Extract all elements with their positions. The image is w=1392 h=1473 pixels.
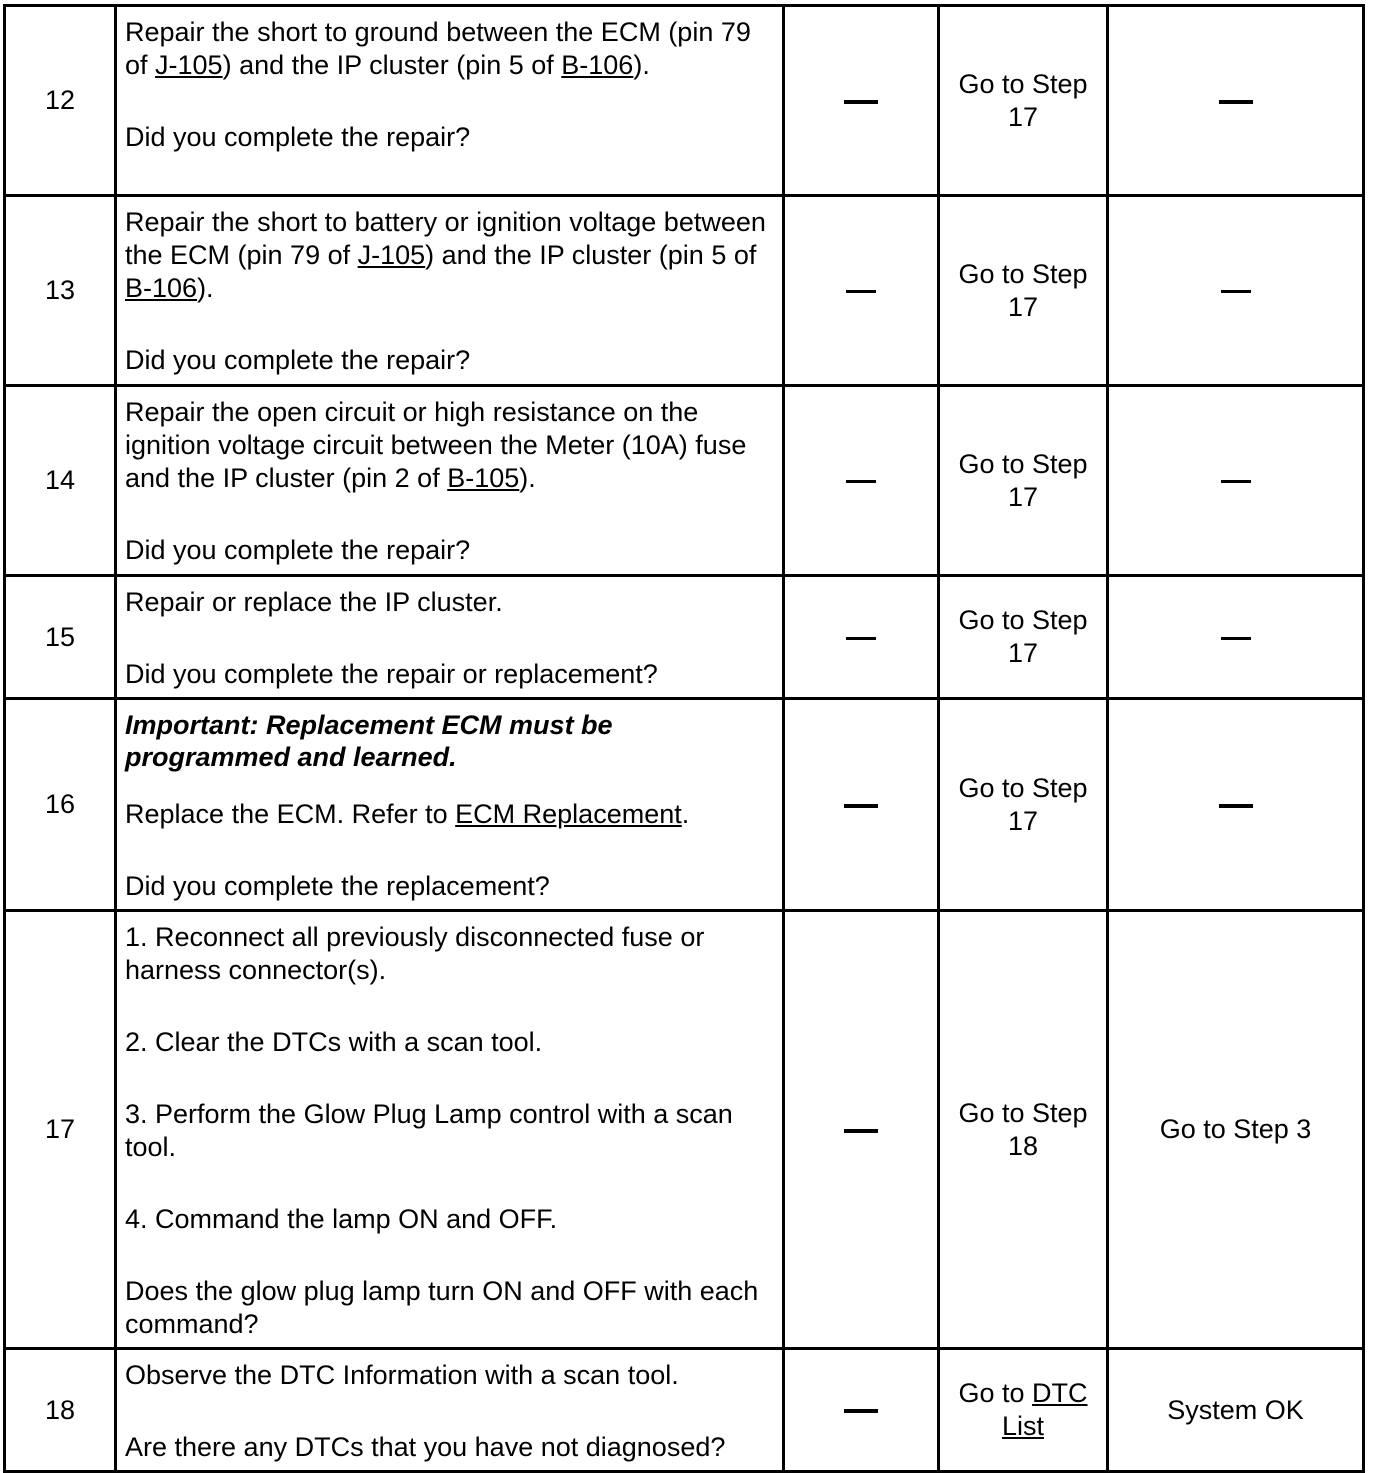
action-cell [116, 576, 784, 699]
text-run: Repair the short to ground between the ECM (pin 79 of [125, 17, 751, 80]
action-paragraph [125, 396, 776, 495]
text-run: 2. Clear the DTCs with a scan tool. [125, 1027, 543, 1057]
em-dash [846, 480, 876, 483]
values-cell [784, 576, 939, 699]
values-cell [784, 6, 939, 196]
text-run: ) and the IP cluster (pin 5 of [222, 50, 562, 80]
action-paragraph [125, 1203, 776, 1236]
action-paragraph [125, 534, 776, 567]
text-run: Repair the short to battery or ignition voltage between the ECM (pin 79 of [125, 207, 766, 270]
action-paragraph [125, 586, 776, 619]
text-run: Did you complete the repair? [125, 345, 471, 375]
action-paragraph [125, 206, 776, 305]
text-run: Go to Step 17 [958, 68, 1088, 132]
step-number: 18 [44, 1394, 76, 1425]
em-dash [846, 637, 876, 640]
yes-text [949, 448, 1097, 514]
action-cell [116, 6, 784, 196]
values-cell [784, 196, 939, 386]
step-number: 14 [44, 465, 76, 495]
text-run: Are there any DTCs that you have not diagnosed? [125, 1432, 726, 1462]
cell-text: System OK [1167, 1394, 1304, 1425]
yes-cell [939, 386, 1108, 576]
text-run: Repair or replace the IP cluster. [125, 587, 503, 617]
em-dash [1221, 290, 1251, 293]
text-run: Observe the DTC Information with a scan tool. [125, 1360, 679, 1390]
no-cell [1108, 699, 1364, 911]
text-run: Does the glow plug lamp turn ON and OFF with each command? [125, 1276, 759, 1339]
no-cell [1108, 911, 1364, 1349]
text-run: Replace the ECM. Refer to [125, 799, 456, 829]
action-paragraph [125, 870, 776, 903]
reference-link[interactable]: J-105 [357, 240, 426, 270]
yes-cell [939, 911, 1108, 1349]
em-dash [1221, 637, 1251, 640]
em-dash [846, 290, 876, 293]
table-row [5, 196, 1364, 386]
em-dash [1219, 804, 1253, 808]
action-paragraph [125, 1098, 776, 1164]
reference-link[interactable]: J-105 [155, 50, 223, 80]
table-row [5, 6, 1364, 196]
step-number: 12 [44, 85, 76, 115]
step-number-cell [5, 911, 116, 1349]
text-run: ). [197, 273, 214, 303]
action-paragraph [125, 1026, 776, 1059]
text-run: ). [519, 463, 536, 493]
em-dash [844, 1129, 878, 1133]
action-cell [116, 911, 784, 1349]
em-dash [1219, 100, 1253, 104]
reference-link[interactable]: B-106 [125, 273, 198, 303]
em-dash [1221, 480, 1251, 483]
step-number: 15 [44, 621, 76, 652]
values-cell [784, 911, 939, 1349]
no-cell [1108, 386, 1364, 576]
text-run: 3. Perform the Glow Plug Lamp control with a scan tool. [125, 1099, 733, 1162]
table-row [5, 699, 1364, 911]
text-run: Go to Step 17 [958, 772, 1088, 836]
action-paragraph [125, 1275, 776, 1341]
yes-text [949, 68, 1097, 134]
action-paragraph [125, 344, 776, 377]
table-row [5, 1349, 1364, 1472]
no-cell [1108, 576, 1364, 699]
table-body [5, 6, 1364, 1472]
reference-link[interactable]: B-105 [447, 463, 520, 493]
step-number-cell [5, 699, 116, 911]
step-number-cell [5, 386, 116, 576]
action-paragraph [125, 798, 776, 831]
step-number-cell [5, 576, 116, 699]
text-run: . [681, 799, 690, 829]
em-dash [844, 100, 878, 104]
yes-cell [939, 196, 1108, 386]
step-number: 13 [44, 275, 76, 305]
em-dash [844, 1409, 878, 1413]
step-number-cell [5, 6, 116, 196]
action-cell [116, 1349, 784, 1472]
text-run: Go to Step 18 [958, 1097, 1088, 1161]
table-row [5, 386, 1364, 576]
text-run: Did you complete the repair? [125, 122, 471, 152]
yes-cell [939, 576, 1108, 699]
action-paragraph [125, 921, 776, 987]
action-paragraph [125, 16, 776, 82]
no-cell [1108, 196, 1364, 386]
yes-text [949, 258, 1097, 324]
yes-text [949, 1377, 1097, 1443]
text-run: Did you complete the repair or replacement? [125, 659, 658, 689]
yes-cell [939, 6, 1108, 196]
text-run: Go to Step 17 [958, 258, 1088, 322]
action-paragraph [125, 1431, 776, 1464]
yes-cell [939, 1349, 1108, 1472]
reference-link[interactable]: B-106 [561, 50, 634, 80]
step-number-cell [5, 196, 116, 386]
reference-link[interactable]: DTC List [1001, 1378, 1088, 1441]
values-cell [784, 386, 939, 576]
yes-cell [939, 699, 1108, 911]
text-run: Did you complete the repair? [125, 535, 471, 565]
action-cell [116, 699, 784, 911]
values-cell [784, 1349, 939, 1472]
diagnostic-table [3, 4, 1365, 1473]
table-row [5, 911, 1364, 1349]
step-number-cell [5, 1349, 116, 1472]
no-cell [1108, 1349, 1364, 1472]
values-cell [784, 699, 939, 911]
action-paragraph [125, 658, 776, 691]
reference-link[interactable]: ECM Replacement [455, 799, 682, 829]
text-run: Go to Step 17 [958, 605, 1088, 668]
step-number: 17 [44, 1114, 76, 1144]
yes-text [949, 772, 1097, 838]
text-run: Go to [958, 1378, 1033, 1408]
action-paragraph [125, 1359, 776, 1392]
action-cell [116, 196, 784, 386]
text-run: 4. Command the lamp ON and OFF. [125, 1204, 558, 1234]
cell-text: Go to Step 3 [1159, 1114, 1312, 1144]
table-row [5, 576, 1364, 699]
text-run: Go to Step 17 [958, 448, 1088, 512]
text-run: ). [633, 50, 650, 80]
important-note: Important: Replacement ECM must be programmed and learned. [125, 710, 613, 772]
text-run: Repair the open circuit or high resistance on the ignition voltage circuit between the Meter (10A) fuse and the IP cluster (pin 2 of [125, 397, 747, 493]
no-cell [1108, 6, 1364, 196]
yes-text [949, 1097, 1097, 1163]
step-number: 16 [44, 789, 76, 819]
action-paragraph [125, 121, 776, 154]
yes-text [949, 604, 1097, 670]
text-run: ) and the IP cluster (pin 5 of [425, 240, 757, 270]
text-run: 1. Reconnect all previously disconnected fuse or harness connector(s). [125, 922, 705, 985]
em-dash [844, 804, 878, 808]
text-run: Did you complete the replacement? [125, 871, 550, 901]
action-cell [116, 386, 784, 576]
